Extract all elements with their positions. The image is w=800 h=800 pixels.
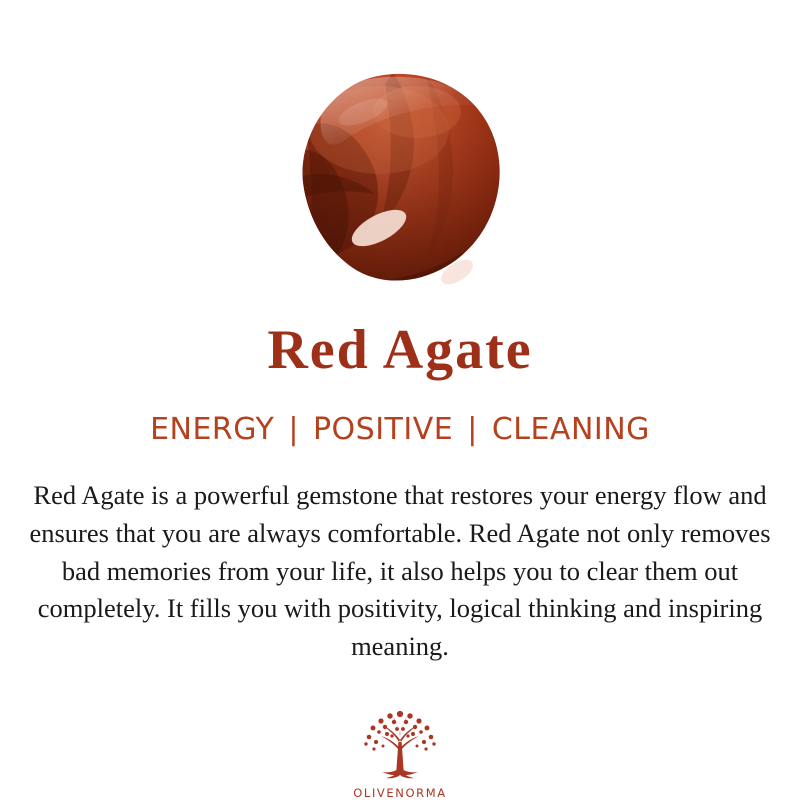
stone-texture-group — [267, 66, 535, 292]
keyword-cleaning: CLEANING — [491, 412, 650, 448]
brand-name: OLIVENORMA — [353, 786, 447, 800]
keyword-positive: POSITIVE — [312, 412, 454, 448]
tree-of-life-icon — [354, 708, 446, 784]
keyword-separator-2: | — [467, 412, 478, 448]
brand-logo — [353, 708, 446, 800]
stone-illustration-svg — [265, 62, 535, 292]
keyword-separator-1: | — [288, 412, 299, 448]
product-description: Red Agate is a powerful gemstone that restores your energy flow and ensures that you are always comfortable. Red Agate not only removes bad memories from your life, it also helps you to clear them out completely. It fills you with positivity, logical thinking and inspiring meaning. — [29, 480, 771, 661]
stone-image-area — [0, 58, 800, 296]
keyword-list — [150, 412, 650, 447]
red-agate-stone-image — [265, 62, 535, 292]
page-title: Red Agate — [267, 319, 533, 382]
keyword-energy: ENERGY — [150, 412, 275, 448]
